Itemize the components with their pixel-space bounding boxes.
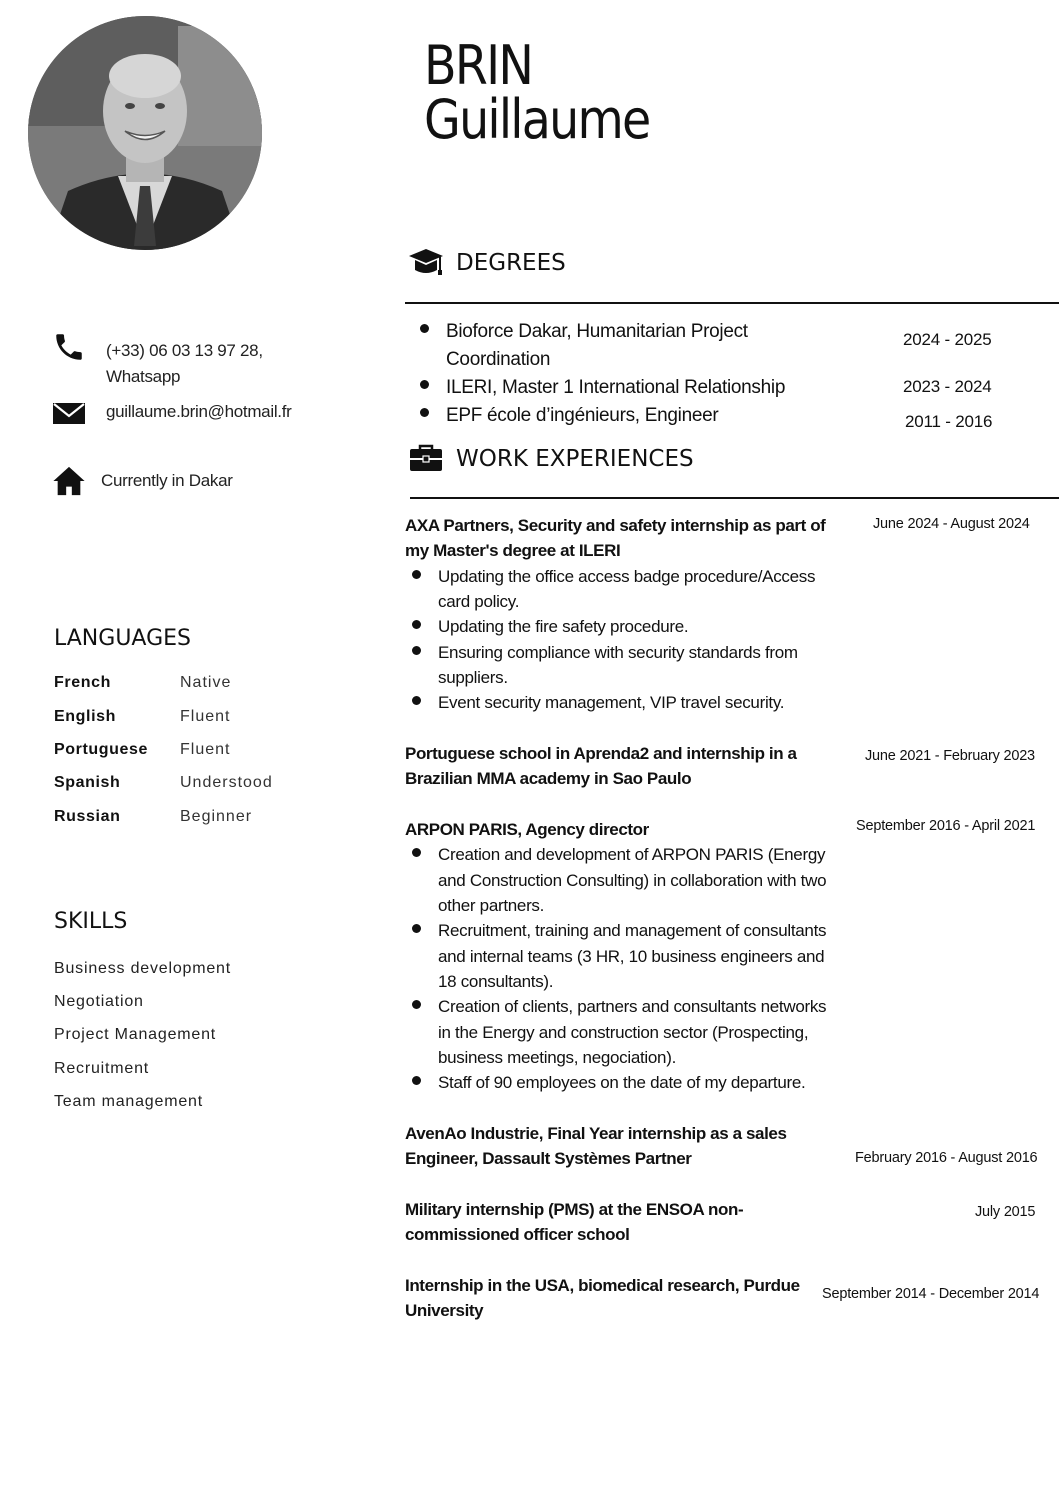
- graduation-cap-icon: [408, 248, 444, 278]
- degree-name: ILERI, Master 1 International Relationship: [446, 377, 786, 398]
- phone-note: Whatsapp: [106, 367, 181, 386]
- job-task-continued: other partners.: [438, 896, 545, 915]
- job-task: Staff of 90 employees on the date of my departure.: [438, 1073, 806, 1092]
- mail-icon: [52, 398, 86, 428]
- job-task: Updating the fire safety procedure.: [438, 617, 689, 636]
- job-task: Creation and development of ARPON PARIS (Energy: [438, 845, 826, 864]
- skill-item: Project Management: [54, 1026, 217, 1043]
- degree-name: Bioforce Dakar, Humanitarian Project: [446, 321, 748, 342]
- job-title: AvenAo Industrie, Final Year internship as a sales: [405, 1124, 787, 1143]
- job-date: September 2016 - April 2021: [856, 818, 1036, 834]
- bullet: [420, 380, 429, 389]
- job-task: Creation of clients, partners and consultants networks: [438, 997, 827, 1016]
- degree-date: 2023 - 2024: [903, 377, 992, 396]
- language-name: Spanish: [54, 774, 121, 791]
- skill-item: Negotiation: [54, 993, 144, 1010]
- language-level: Native: [180, 674, 232, 691]
- work-divider: [410, 497, 1059, 499]
- bullet: [412, 924, 421, 933]
- job-date: February 2016 - August 2016: [855, 1150, 1038, 1166]
- job-task-continued: suppliers.: [438, 668, 508, 687]
- language-level: Fluent: [180, 741, 231, 758]
- language-level: Fluent: [180, 708, 231, 725]
- job-title-continued: Engineer, Dassault Systèmes Partner: [405, 1149, 692, 1168]
- job-task: Recruitment, training and management of consultants: [438, 921, 827, 940]
- profile-photo: [28, 16, 262, 250]
- job-task: Ensuring compliance with security standards from: [438, 643, 798, 662]
- job-task-continued: and Construction Consulting) in collaboration with two: [438, 871, 827, 890]
- job-task-continued: 18 consultants).: [438, 972, 554, 991]
- skill-item: Team management: [54, 1093, 203, 1110]
- job-task: Updating the office access badge procedure/Access: [438, 567, 816, 586]
- phone-number: (+33) 06 03 13 97 28,: [106, 341, 263, 360]
- job-title: Portuguese school in Aprenda2 and internship in a: [405, 744, 797, 763]
- bullet: [412, 570, 421, 579]
- degree-date: 2011 - 2016: [905, 412, 993, 431]
- language-name: Russian: [54, 808, 121, 825]
- bullet: [420, 408, 429, 417]
- job-task-continued: business meetings, negociation).: [438, 1048, 676, 1067]
- job-task-continued: in the Energy and construction sector (Prospecting,: [438, 1023, 809, 1042]
- language-name: Portuguese: [54, 741, 149, 758]
- job-date: June 2021 - February 2023: [865, 748, 1035, 764]
- bullet: [420, 324, 429, 333]
- job-title: Internship in the USA, biomedical research, Purdue: [405, 1276, 800, 1295]
- name-last: BRIN: [424, 34, 533, 97]
- bullet: [412, 620, 421, 629]
- language-name: French: [54, 674, 111, 691]
- job-title: AXA Partners, Security and safety internship as part of: [405, 516, 826, 535]
- home-icon: [52, 464, 86, 498]
- job-title-continued: Brazilian MMA academy in Sao Paulo: [405, 769, 692, 788]
- name-first: Guillaume: [424, 88, 650, 151]
- degrees-heading: DEGREES: [456, 250, 566, 276]
- bullet: [412, 1076, 421, 1085]
- degree-date: 2024 - 2025: [903, 330, 992, 349]
- portrait-illustration: [28, 16, 262, 250]
- degree-name: EPF école d’ingénieurs, Engineer: [446, 405, 719, 426]
- bullet: [412, 848, 421, 857]
- skill-item: Business development: [54, 960, 231, 977]
- current-location: Currently in Dakar: [101, 471, 233, 490]
- job-task: Event security management, VIP travel security.: [438, 693, 785, 712]
- language-level: Understood: [180, 774, 273, 791]
- bullet: [412, 646, 421, 655]
- degree-name-continued: Coordination: [446, 349, 551, 370]
- work-heading: WORK EXPERIENCES: [456, 446, 694, 472]
- degrees-divider: [405, 302, 1059, 304]
- briefcase-icon: [409, 444, 443, 472]
- phone-icon: [52, 330, 86, 364]
- email-address: guillaume.brin@hotmail.fr: [106, 402, 292, 421]
- job-title: ARPON PARIS, Agency director: [405, 820, 649, 839]
- language-name: English: [54, 708, 116, 725]
- job-title-continued: commissioned officer school: [405, 1225, 630, 1244]
- job-title-continued: University: [405, 1301, 484, 1320]
- languages-heading: LANGUAGES: [54, 626, 191, 651]
- bullet: [412, 696, 421, 705]
- job-title: Military internship (PMS) at the ENSOA non-: [405, 1200, 744, 1219]
- bullet: [412, 1000, 421, 1009]
- job-date: July 2015: [975, 1204, 1036, 1220]
- job-date: September 2014 - December 2014: [822, 1286, 1040, 1302]
- job-title-continued: my Master's degree at ILERI: [405, 541, 621, 560]
- job-task-continued: card policy.: [438, 592, 520, 611]
- language-level: Beginner: [180, 808, 253, 825]
- skill-item: Recruitment: [54, 1060, 150, 1077]
- job-task-continued: and internal teams (3 HR, 10 business engineers and: [438, 947, 825, 966]
- skills-heading: SKILLS: [54, 909, 128, 934]
- job-date: June 2024 - August 2024: [873, 516, 1030, 532]
